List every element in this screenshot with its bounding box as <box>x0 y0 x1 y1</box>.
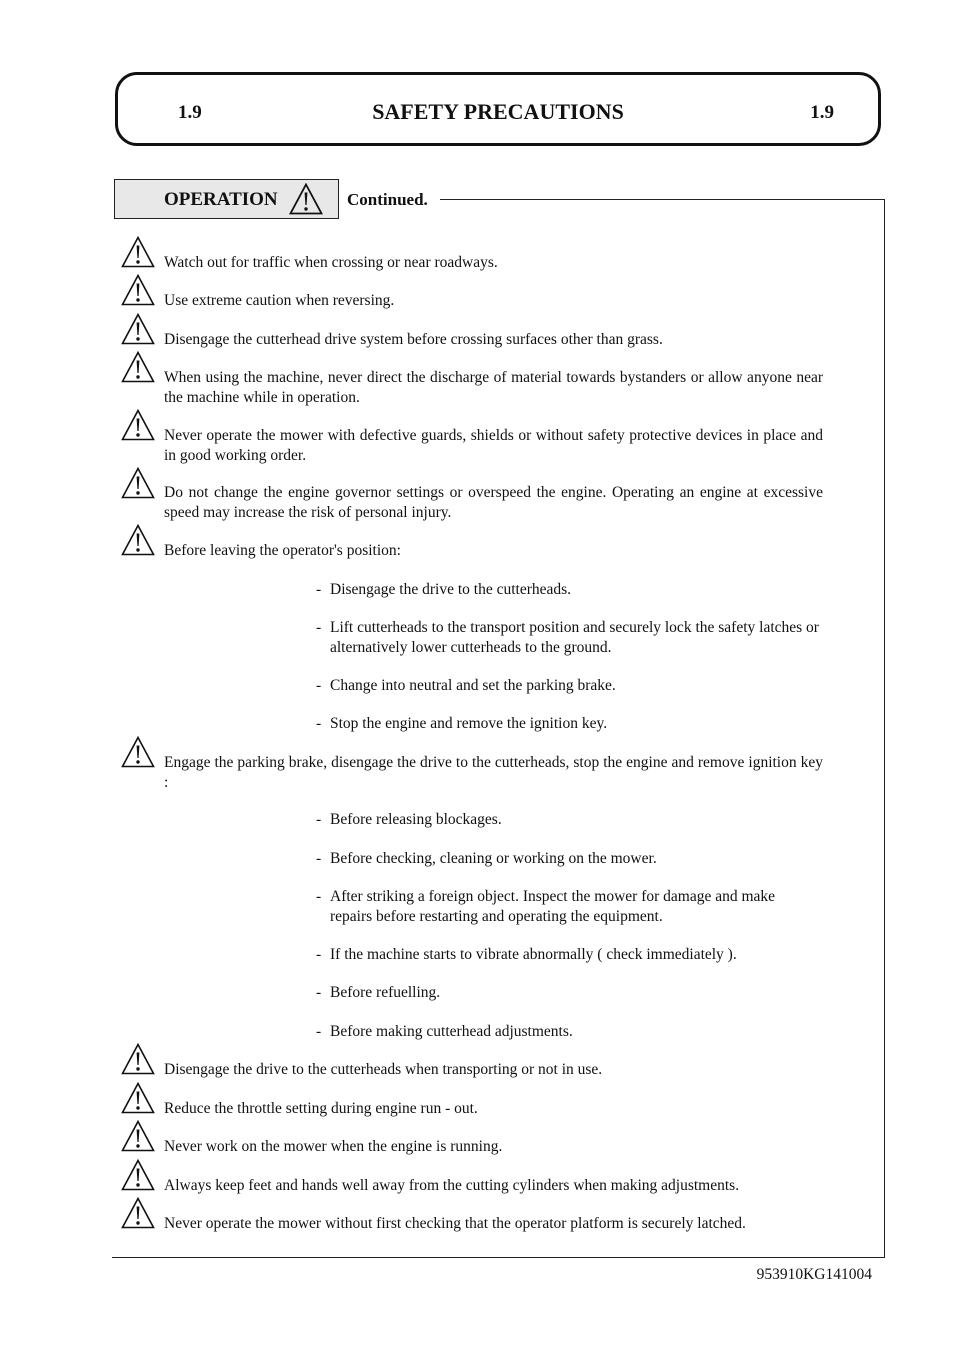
sub-list-text: After striking a foreign object. Inspect the mower for damage and make repairs before restarting and operating the equipment. <box>330 888 776 925</box>
dash-marker: - <box>316 581 322 598</box>
dash-marker: - <box>316 888 322 905</box>
sub-list-item <box>316 887 796 926</box>
sub-list-item <box>316 676 826 696</box>
sub-list-item <box>316 810 826 830</box>
operation-label-box <box>114 179 339 219</box>
sub-list-text: Before releasing blockages. <box>330 811 502 828</box>
section-header <box>115 72 881 146</box>
section-number-right: 1.9 <box>810 102 834 123</box>
dash-marker: - <box>316 946 322 963</box>
warning-triangle-icon <box>121 1159 155 1191</box>
safety-item: Do not change the engine governor settings or overspeed the engine. Operating an engine at excessive speed may increase the risk of personal injury. <box>164 484 823 521</box>
safety-item: When using the machine, never direct the discharge of material towards bystanders or allow anyone near the machine while in operation. <box>164 369 823 406</box>
sub-list-text: Lift cutterheads to the transport position and securely lock the safety latches or alternatively lower cutterheads to the ground. <box>330 619 819 656</box>
safety-item: Disengage the cutterhead drive system before crossing surfaces other than grass. <box>164 331 663 348</box>
sub-list-item <box>316 580 826 600</box>
sub-list-text: Before making cutterhead adjustments. <box>330 1023 573 1040</box>
sub-list-item <box>316 1022 826 1042</box>
sub-list-item <box>316 714 826 734</box>
section-number-left: 1.9 <box>178 102 202 123</box>
sub-list-item <box>316 849 826 869</box>
warning-triangle-icon <box>121 467 155 499</box>
sub-list-item <box>316 945 826 965</box>
dash-marker: - <box>316 811 322 828</box>
dash-marker: - <box>316 677 322 694</box>
frame-top-rule <box>440 199 885 200</box>
dash-marker: - <box>316 850 322 867</box>
safety-item: Watch out for traffic when crossing or near roadways. <box>164 254 498 271</box>
sub-list-text: Disengage the drive to the cutterheads. <box>330 581 572 598</box>
sub-list-text: Before checking, cleaning or working on the mower. <box>330 850 657 867</box>
sub-list-item <box>316 618 826 657</box>
sub-list-item <box>316 983 826 1003</box>
safety-item: Never operate the mower with defective guards, shields or without safety protective devices in place and in good working order. <box>164 427 823 464</box>
safety-item: Never operate the mower without first checking that the operator platform is securely latched. <box>164 1215 746 1232</box>
continued-label: Continued. <box>347 190 428 209</box>
warning-triangle-icon <box>289 183 323 215</box>
dash-marker: - <box>316 984 322 1001</box>
safety-item: Engage the parking brake, disengage the drive to the cutterheads, stop the engine and remove ignition key : <box>164 754 823 791</box>
warning-triangle-icon <box>121 1120 155 1152</box>
warning-triangle-icon <box>121 274 155 306</box>
dash-marker: - <box>316 619 322 636</box>
sub-list-text: If the machine starts to vibrate abnormally ( check immediately ). <box>330 946 737 963</box>
warning-triangle-icon <box>121 313 155 345</box>
safety-item: Reduce the throttle setting during engine run - out. <box>164 1100 478 1117</box>
frame-right-rule <box>884 199 885 1257</box>
safety-item: Use extreme caution when reversing. <box>164 292 395 309</box>
warning-triangle-icon <box>121 736 155 768</box>
sub-list-text: Before refuelling. <box>330 984 441 1001</box>
warning-triangle-icon <box>121 409 155 441</box>
warning-triangle-icon <box>121 524 155 556</box>
warning-triangle-icon <box>121 351 155 383</box>
sub-list-text: Stop the engine and remove the ignition key. <box>330 715 608 732</box>
operation-label: OPERATION <box>164 189 278 210</box>
dash-marker: - <box>316 1023 322 1040</box>
sub-list-text: Change into neutral and set the parking brake. <box>330 677 616 694</box>
safety-item: Never work on the mower when the engine is running. <box>164 1138 503 1155</box>
warning-triangle-icon <box>121 1082 155 1114</box>
warning-triangle-icon <box>121 236 155 268</box>
safety-item: Disengage the drive to the cutterheads when transporting or not in use. <box>164 1061 603 1078</box>
dash-marker: - <box>316 715 322 732</box>
frame-bottom-rule <box>112 1257 885 1258</box>
safety-item: Always keep feet and hands well away from the cutting cylinders when making adjustments. <box>164 1177 740 1194</box>
page-title: SAFETY PRECAUTIONS <box>372 99 624 124</box>
warning-triangle-icon <box>121 1197 155 1229</box>
safety-item: Before leaving the operator's position: <box>164 542 401 559</box>
document-code: 953910KG141004 <box>756 1266 872 1283</box>
warning-triangle-icon <box>121 1043 155 1075</box>
